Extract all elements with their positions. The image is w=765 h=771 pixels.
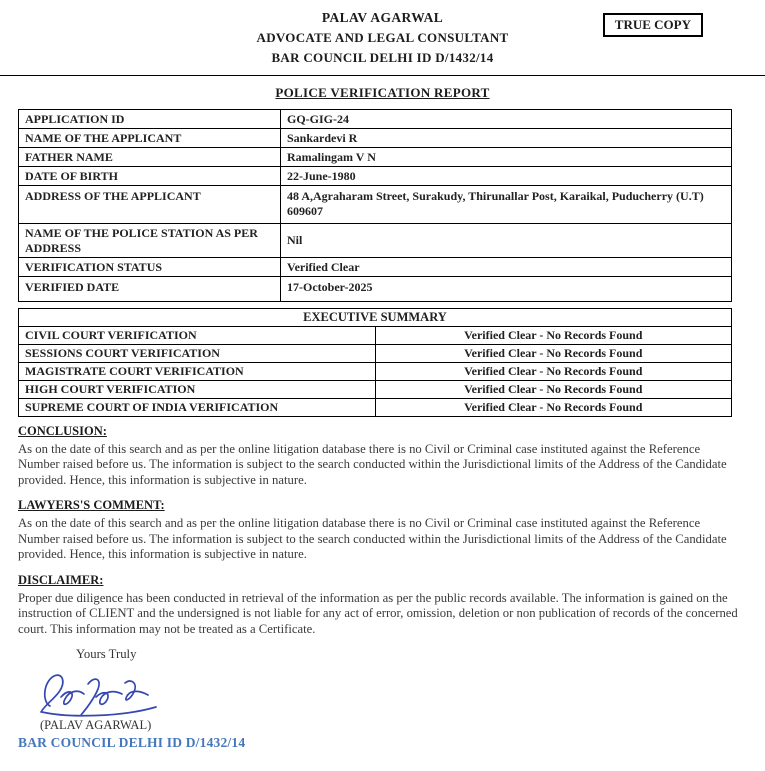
court-label: SESSIONS COURT VERIFICATION <box>19 345 376 363</box>
court-result: Verified Clear - No Records Found <box>375 363 732 381</box>
handwritten-signature-icon <box>34 666 166 718</box>
field-value: GQ-GIG-24 <box>281 110 732 129</box>
field-label: NAME OF THE POLICE STATION AS PER ADDRESS <box>19 224 281 258</box>
executive-summary-table <box>18 308 732 417</box>
court-label: MAGISTRATE COURT VERIFICATION <box>19 363 376 381</box>
bar-council-id-footer: BAR COUNCIL DELHI ID D/1432/14 <box>18 735 246 751</box>
table-row <box>19 224 732 258</box>
lawyers-comment-section <box>18 498 747 562</box>
field-label: FATHER NAME <box>19 148 281 167</box>
court-label: CIVIL COURT VERIFICATION <box>19 327 376 345</box>
court-result: Verified Clear - No Records Found <box>375 381 732 399</box>
table-row <box>19 258 732 277</box>
conclusion-body: As on the date of this search and as per the online litigation database there is no Civil or Criminal case instituted against the Reference Number raised before us. The information is subject to the search conducted within the Jurisdictional limits of the Address of the Candidate provided. Hence, this information is subjective in nature. <box>18 442 727 487</box>
lawyers-comment-heading: LAWYERS'S COMMENT: <box>18 498 165 513</box>
court-label: HIGH COURT VERIFICATION <box>19 381 376 399</box>
advocate-designation: ADVOCATE AND LEGAL CONSULTANT <box>256 30 509 45</box>
lawyers-comment-body: As on the date of this search and as per the online litigation database there is no Civil or Criminal case instituted against the Reference Number raised before us. The information is subject to the search conducted within the Jurisdictional limits of the Address of the Candidate provided. Hence, this information is subjective in nature. <box>18 516 727 562</box>
true-copy-stamp <box>603 13 703 37</box>
true-copy-label: TRUE COPY <box>614 17 691 32</box>
field-value: 48 A,Agraharam Street, Surakudy, Thirunallar Post, Karaikal, Puducherry (U.T) 609607 <box>281 186 732 224</box>
field-value: 22-June-1980 <box>281 167 732 186</box>
executive-summary-title: EXECUTIVE SUMMARY <box>19 309 732 327</box>
signatory-name: (PALAV AGARWAL) <box>40 718 152 733</box>
disclaimer-section <box>18 573 747 637</box>
header-divider <box>0 75 765 76</box>
table-row <box>19 129 732 148</box>
field-label: ADDRESS OF THE APPLICANT <box>19 186 281 224</box>
table-row <box>19 399 732 417</box>
field-label: VERIFICATION STATUS <box>19 258 281 277</box>
signature-area <box>34 666 765 718</box>
field-label: NAME OF THE APPLICANT <box>19 129 281 148</box>
conclusion-heading: CONCLUSION: <box>18 424 107 438</box>
text-sections <box>18 424 747 637</box>
table-row <box>19 345 732 363</box>
conclusion-section <box>18 424 747 488</box>
table-row <box>19 381 732 399</box>
table-row <box>19 327 732 345</box>
court-result: Verified Clear - No Records Found <box>375 399 732 417</box>
court-result: Verified Clear - No Records Found <box>375 345 732 363</box>
field-label: APPLICATION ID <box>19 110 281 129</box>
table-row <box>19 363 732 381</box>
field-value: Sankardevi R <box>281 129 732 148</box>
court-result: Verified Clear - No Records Found <box>375 327 732 345</box>
table-row <box>19 167 732 186</box>
field-value: Nil <box>281 224 732 258</box>
table-header-row <box>19 309 732 327</box>
field-value: Ramalingam V N <box>281 148 732 167</box>
table-row <box>19 110 732 129</box>
table-row <box>19 148 732 167</box>
field-value: Verified Clear <box>281 258 732 277</box>
report-title: POLICE VERIFICATION REPORT <box>275 85 490 100</box>
table-row <box>19 186 732 224</box>
disclaimer-heading: DISCLAIMER: <box>18 572 104 587</box>
disclaimer-body: Proper due diligence has been conducted in retrieval of the information as per the public records available. The information is gained on the instruction of CLIENT and the undersigned is not liable for any act of error, omission, deletion or non publication of records of the concerned court. This information may not be treated as a Certificate. <box>18 590 738 636</box>
field-value: 17-October-2025 <box>281 277 732 302</box>
field-label: VERIFIED DATE <box>19 277 281 302</box>
applicant-details-table <box>18 109 732 302</box>
advocate-name: PALAV AGARWAL <box>321 10 444 25</box>
table-row <box>19 277 732 302</box>
closing-salutation: Yours Truly <box>76 647 137 662</box>
bar-council-id-header: BAR COUNCIL DELHI ID D/1432/14 <box>271 50 494 65</box>
court-label: SUPREME COURT OF INDIA VERIFICATION <box>19 399 376 417</box>
field-label: DATE OF BIRTH <box>19 167 281 186</box>
